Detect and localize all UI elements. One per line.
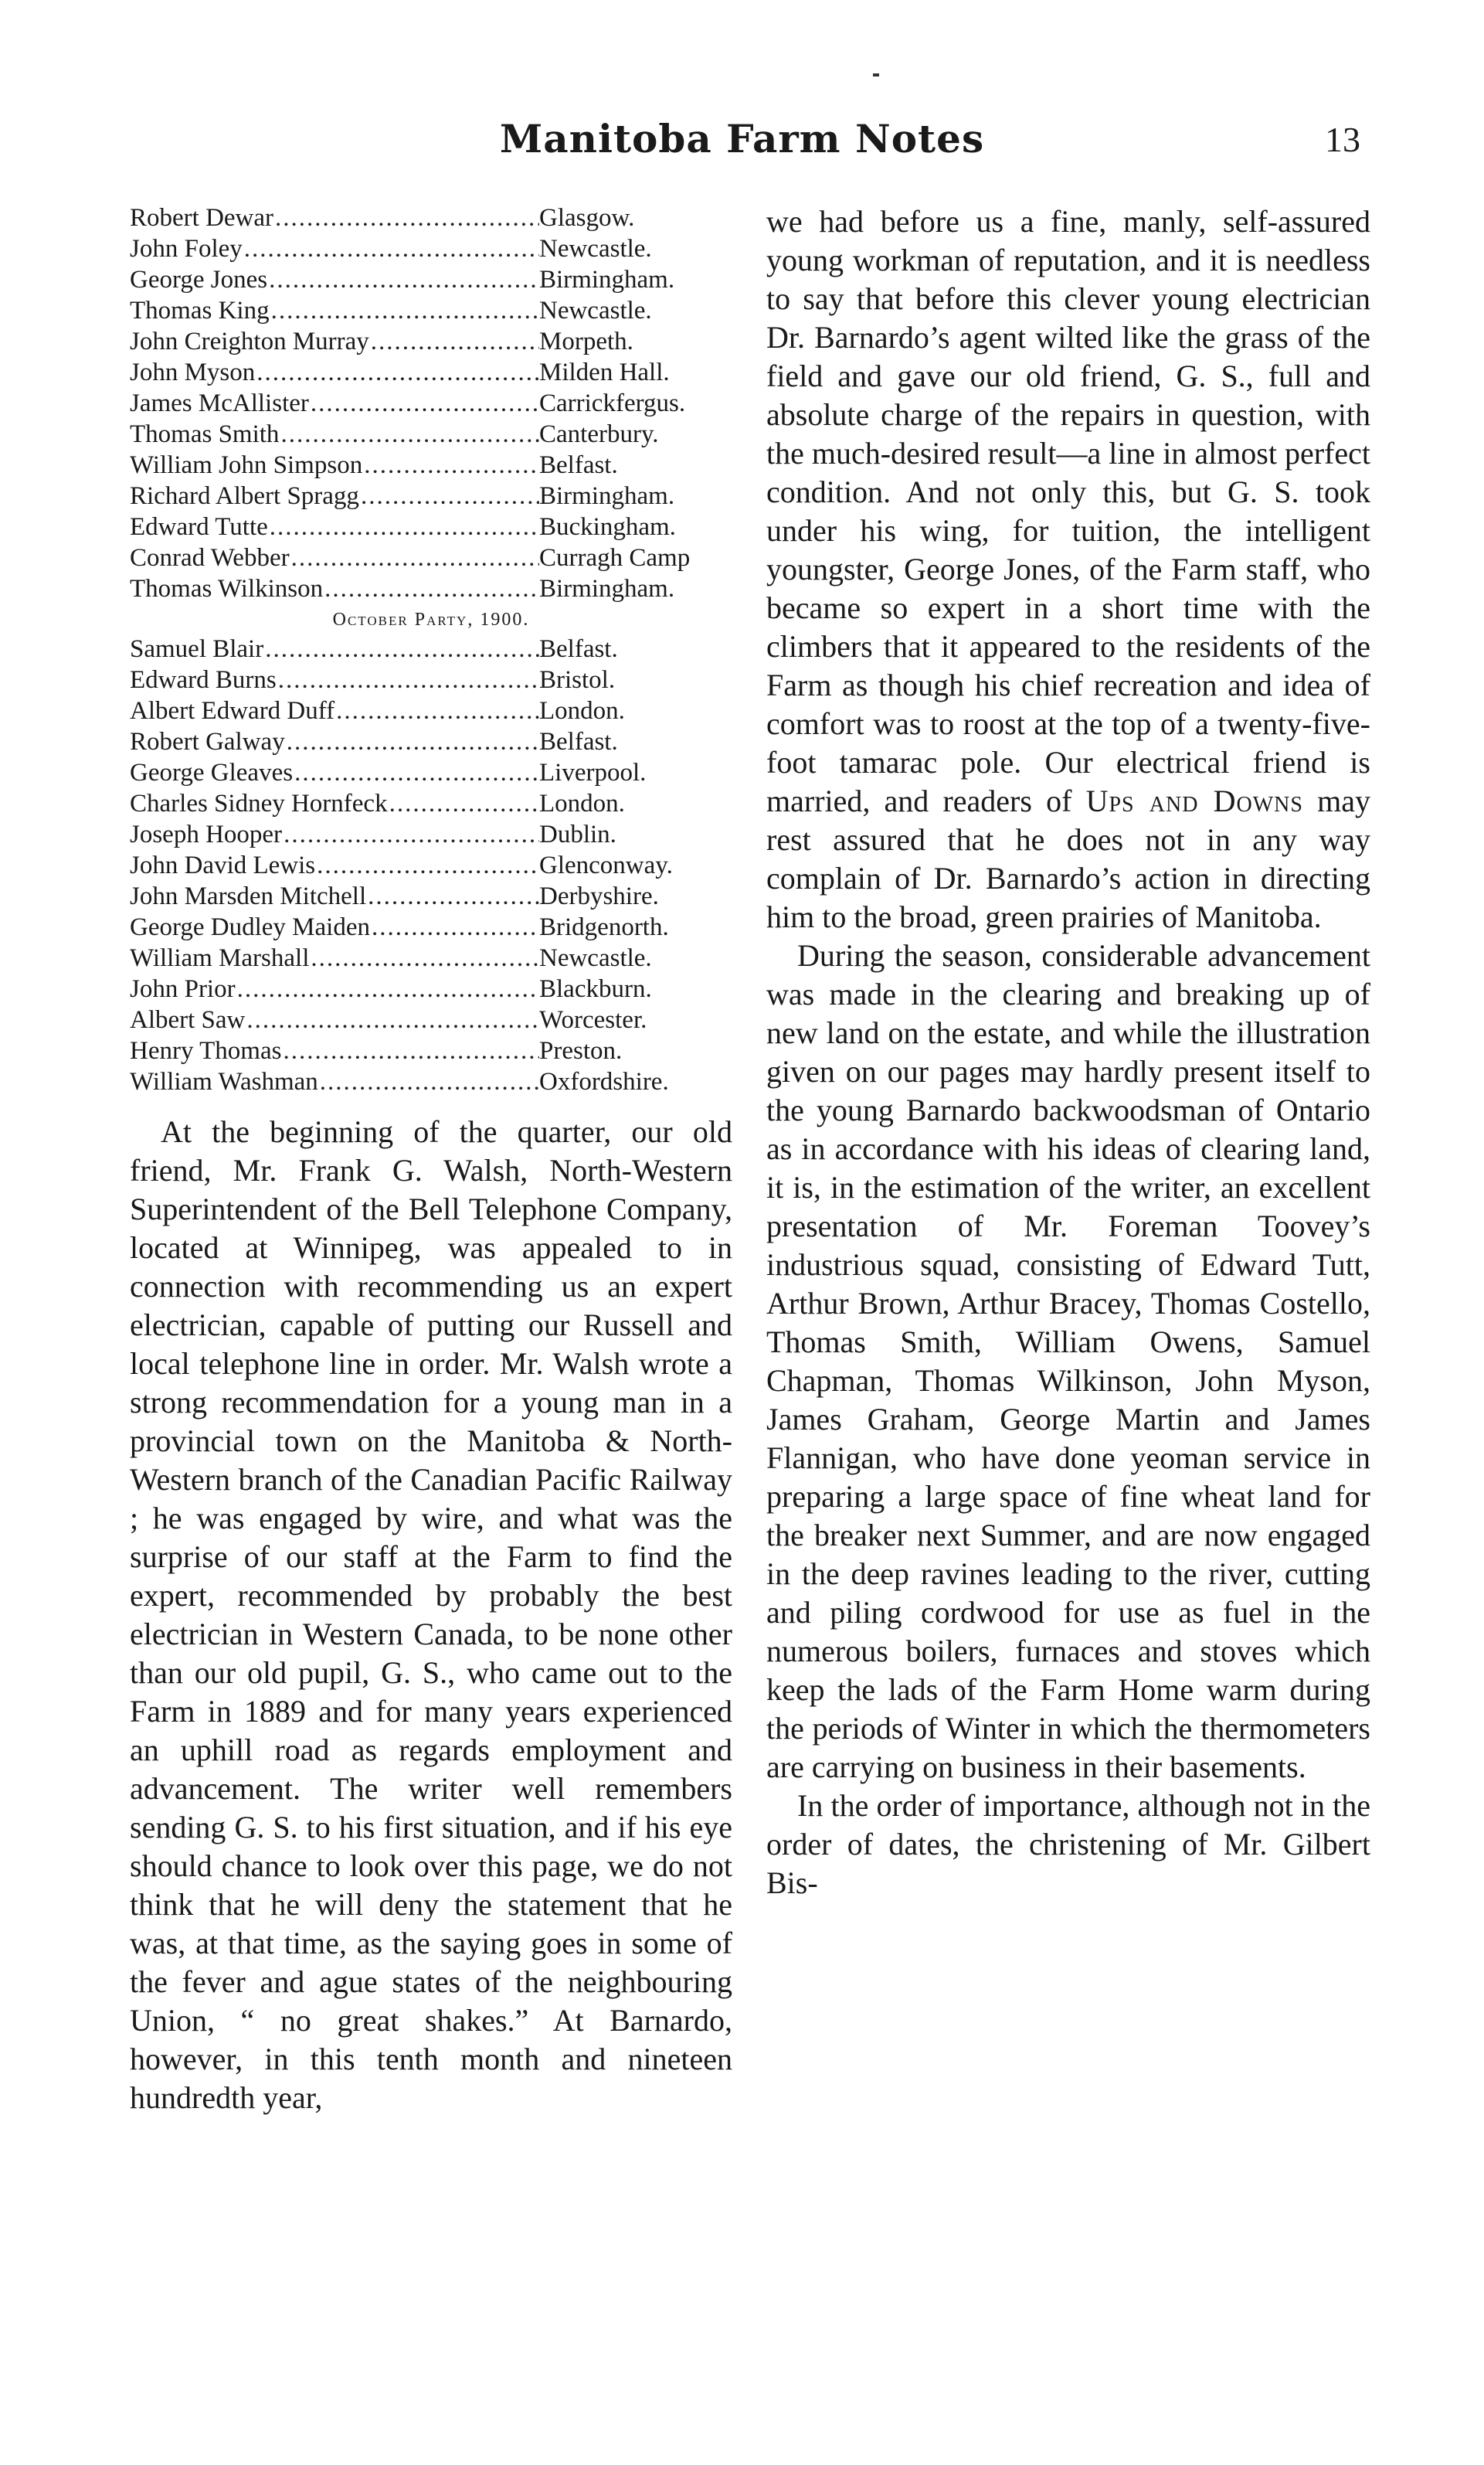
roster-name: Samuel Blair bbox=[130, 635, 264, 663]
roster-row bbox=[130, 881, 732, 912]
roster-row bbox=[130, 726, 732, 757]
roster-row bbox=[130, 1005, 732, 1035]
roster-row bbox=[130, 974, 732, 1005]
roster-row bbox=[130, 695, 732, 726]
roster-name: John David Lewis bbox=[130, 852, 316, 879]
roster-place: Blackburn. bbox=[539, 975, 652, 1003]
roster-name: Thomas Wilkinson bbox=[130, 575, 324, 603]
roster-name: Thomas Smith bbox=[130, 420, 280, 448]
roster-place: Newcastle. bbox=[539, 297, 652, 325]
roster-row bbox=[130, 542, 732, 573]
magazine-title: Ups and Downs bbox=[1085, 784, 1303, 818]
roster-place: Belfast. bbox=[539, 728, 618, 756]
right-column bbox=[766, 202, 1370, 1902]
roster-row bbox=[130, 326, 732, 357]
roster-name: James McAllister bbox=[130, 389, 309, 417]
roster-place: Morpeth. bbox=[539, 328, 633, 355]
body-paragraph-christening: In the order of importance, although not in the order of dates, the christening of Mr. Gilbert Bis- bbox=[766, 1788, 1370, 1900]
roster-place: Buckingham. bbox=[539, 513, 676, 541]
roster-place: Dublin. bbox=[539, 821, 616, 848]
roster-row bbox=[130, 850, 732, 881]
roster-list-2 bbox=[130, 634, 732, 1097]
roster-place: Milden Hall. bbox=[539, 359, 670, 386]
roster-row bbox=[130, 757, 732, 788]
printer-mark bbox=[873, 73, 879, 76]
roster-row bbox=[130, 912, 732, 943]
roster-name: Albert Saw bbox=[130, 1006, 246, 1034]
roster-place: Oxfordshire. bbox=[539, 1068, 669, 1096]
roster-row bbox=[130, 233, 732, 264]
roster-row bbox=[130, 788, 732, 819]
roster-place: Belfast. bbox=[539, 635, 618, 663]
roster-place: Birmingham. bbox=[539, 266, 675, 294]
roster-row bbox=[130, 388, 732, 419]
roster-name: John Myson bbox=[130, 359, 256, 386]
roster-place: Glasgow. bbox=[539, 204, 635, 232]
roster-row bbox=[130, 819, 732, 850]
roster-row bbox=[130, 419, 732, 450]
page-header bbox=[0, 116, 1484, 178]
roster-place: Carrickfergus. bbox=[539, 389, 686, 417]
roster-place: Liverpool. bbox=[539, 759, 647, 787]
roster-place: Bridgenorth. bbox=[539, 913, 669, 941]
roster-row bbox=[130, 264, 732, 295]
roster-row bbox=[130, 202, 732, 233]
roster-row bbox=[130, 1035, 732, 1066]
body-paragraph-continuation bbox=[766, 202, 1370, 937]
roster-name: Edward Tutte bbox=[130, 513, 268, 541]
october-party-heading: October Party, 1900. bbox=[332, 610, 530, 630]
roster-name: George Jones bbox=[130, 266, 268, 294]
roster-name: William Washman bbox=[130, 1068, 318, 1096]
roster-row bbox=[130, 1066, 732, 1097]
roster-name: Conrad Webber bbox=[130, 544, 290, 572]
roster-row bbox=[130, 450, 732, 481]
roster-row bbox=[130, 573, 732, 604]
roster-name: William John Simpson bbox=[130, 451, 363, 479]
body-paragraph-electrician: At the beginning of the quarter, our old friend, Mr. Frank G. Walsh, North-Western Superintendent of the Bell Telephone Company, located at Winnipeg, was appealed to in connection with recommending us an expert electrician, capable of putting our Russell and local telephone line in order. Mr. Walsh wrote a strong recommendation for a young man in a provincial town on the Manitoba & North-Western branch of the Canadian Pacific Railway ; he was engaged by wire, and what was the surprise of our staff at the Farm to find the expert, recommended by probably the best electrician in Western Canada, to be none other than our old pupil, G. S., who came out to the Farm in 1889 and for many years experienced an uphill road as regards employment and advancement. The writer well remembers sending G. S. to his first situation, and if his eye should chance to look over this page, we do not think that he will deny the statement that he was, at that time, as the saying goes in some of the fever and ague states of the neighbouring Union, “ no great shakes.” At Barnardo, however, in this tenth month and nineteen hundredth year, bbox=[130, 1114, 732, 2115]
roster-name: Albert Edward Duff bbox=[130, 697, 335, 725]
roster-row bbox=[130, 295, 732, 326]
roster-place: Birmingham. bbox=[539, 575, 675, 603]
roster-list-1 bbox=[130, 202, 732, 604]
roster-place: Birmingham. bbox=[539, 482, 675, 510]
roster-name: Henry Thomas bbox=[130, 1037, 282, 1065]
roster-row bbox=[130, 357, 732, 388]
roster-name: John Foley bbox=[130, 235, 243, 263]
roster-place: Curragh Camp bbox=[539, 544, 691, 572]
roster-name: Thomas King bbox=[130, 297, 270, 325]
roster-place: Worcester. bbox=[539, 1006, 647, 1034]
roster-place: Belfast. bbox=[539, 451, 618, 479]
roster-row bbox=[130, 512, 732, 542]
body-paragraph-clearing: During the season, considerable advancement was made in the clearing and breaking up of new land on the estate, and while the illustration given on our pages may hardly present itself to the young Barnardo backwoodsman of Ontario as in accordance with his ideas of clearing land, it is, in the estimation of the writer, an excellent presentation of Mr. Foreman Toovey’s industrious squad, consisting of Edward Tutt, Arthur Brown, Arthur Bracey, Thomas Costello, Thomas Smith, William Owens, Samuel Chapman, Thomas Wilkinson, John Myson, James Graham, George Martin and James Flannigan, who have done yeoman service in preparing a large space of fine wheat land for the breaker next Summer, and are now engaged in the deep ravines leading to the river, cutting and piling cordwood for use as fuel in the numerous boilers, furnaces and stoves which keep the lads of the Farm Home warm during the periods of Winter in which the thermometers are carrying on business in their basements. bbox=[766, 938, 1370, 1784]
roster-name: William Marshall bbox=[130, 944, 310, 972]
page-number: 13 bbox=[1325, 120, 1360, 159]
running-title: Manitoba Farm Notes bbox=[499, 116, 985, 162]
roster-row bbox=[130, 481, 732, 512]
roster-name: Joseph Hooper bbox=[130, 821, 283, 848]
roster-place: Newcastle. bbox=[539, 235, 652, 263]
roster-name: Robert Galway bbox=[130, 728, 285, 756]
left-column bbox=[130, 202, 732, 2117]
roster-place: London. bbox=[539, 790, 625, 818]
roster-place: Canterbury. bbox=[539, 420, 659, 448]
roster-name: Robert Dewar bbox=[130, 204, 274, 232]
roster-place: Preston. bbox=[539, 1037, 623, 1065]
roster-name: John Creighton Murray bbox=[130, 328, 369, 355]
roster-place: Bristol. bbox=[539, 666, 616, 694]
roster-row bbox=[130, 943, 732, 974]
roster-row bbox=[130, 634, 732, 665]
paragraph-text: may rest assured that he does not in any way complain of Dr. Barnardo’s action in directing him to the broad, green prairies of Manitoba. bbox=[766, 784, 1370, 934]
roster-place: London. bbox=[539, 697, 625, 725]
roster-row bbox=[130, 665, 732, 695]
roster-name: Charles Sidney Hornfeck bbox=[130, 790, 388, 818]
roster-name: Richard Albert Spragg bbox=[130, 482, 359, 510]
roster-name: George Dudley Maiden bbox=[130, 913, 370, 941]
roster-name: John Marsden Mitchell bbox=[130, 882, 367, 910]
paragraph-text: we had before us a fine, manly, self-assured young workman of reputation, and it is needless to say that before this clever young electrician Dr. Barnardo’s agent wilted like the grass of the field and gave our old friend, G. S., full and absolute charge of the repairs in question, with the much-desired result—a line in almost perfect condition. And not only this, but G. S. took under his wing, for tuition, the intelligent youngster, George Jones, of the Farm staff, who became so expert in a short time with the climbers that it appeared to the residents of the Farm as though his chief recreation and idea of comfort was to roost at the top of a twenty-five-foot tamarac pole. Our electrical friend is married, and readers of bbox=[766, 204, 1370, 818]
roster-name: Edward Burns bbox=[130, 666, 277, 694]
roster-place: Newcastle. bbox=[539, 944, 652, 972]
roster-place: Derbyshire. bbox=[539, 882, 659, 910]
roster-place: Glenconway. bbox=[539, 852, 673, 879]
roster-name: John Prior bbox=[130, 975, 236, 1003]
roster-name: George Gleaves bbox=[130, 759, 294, 787]
